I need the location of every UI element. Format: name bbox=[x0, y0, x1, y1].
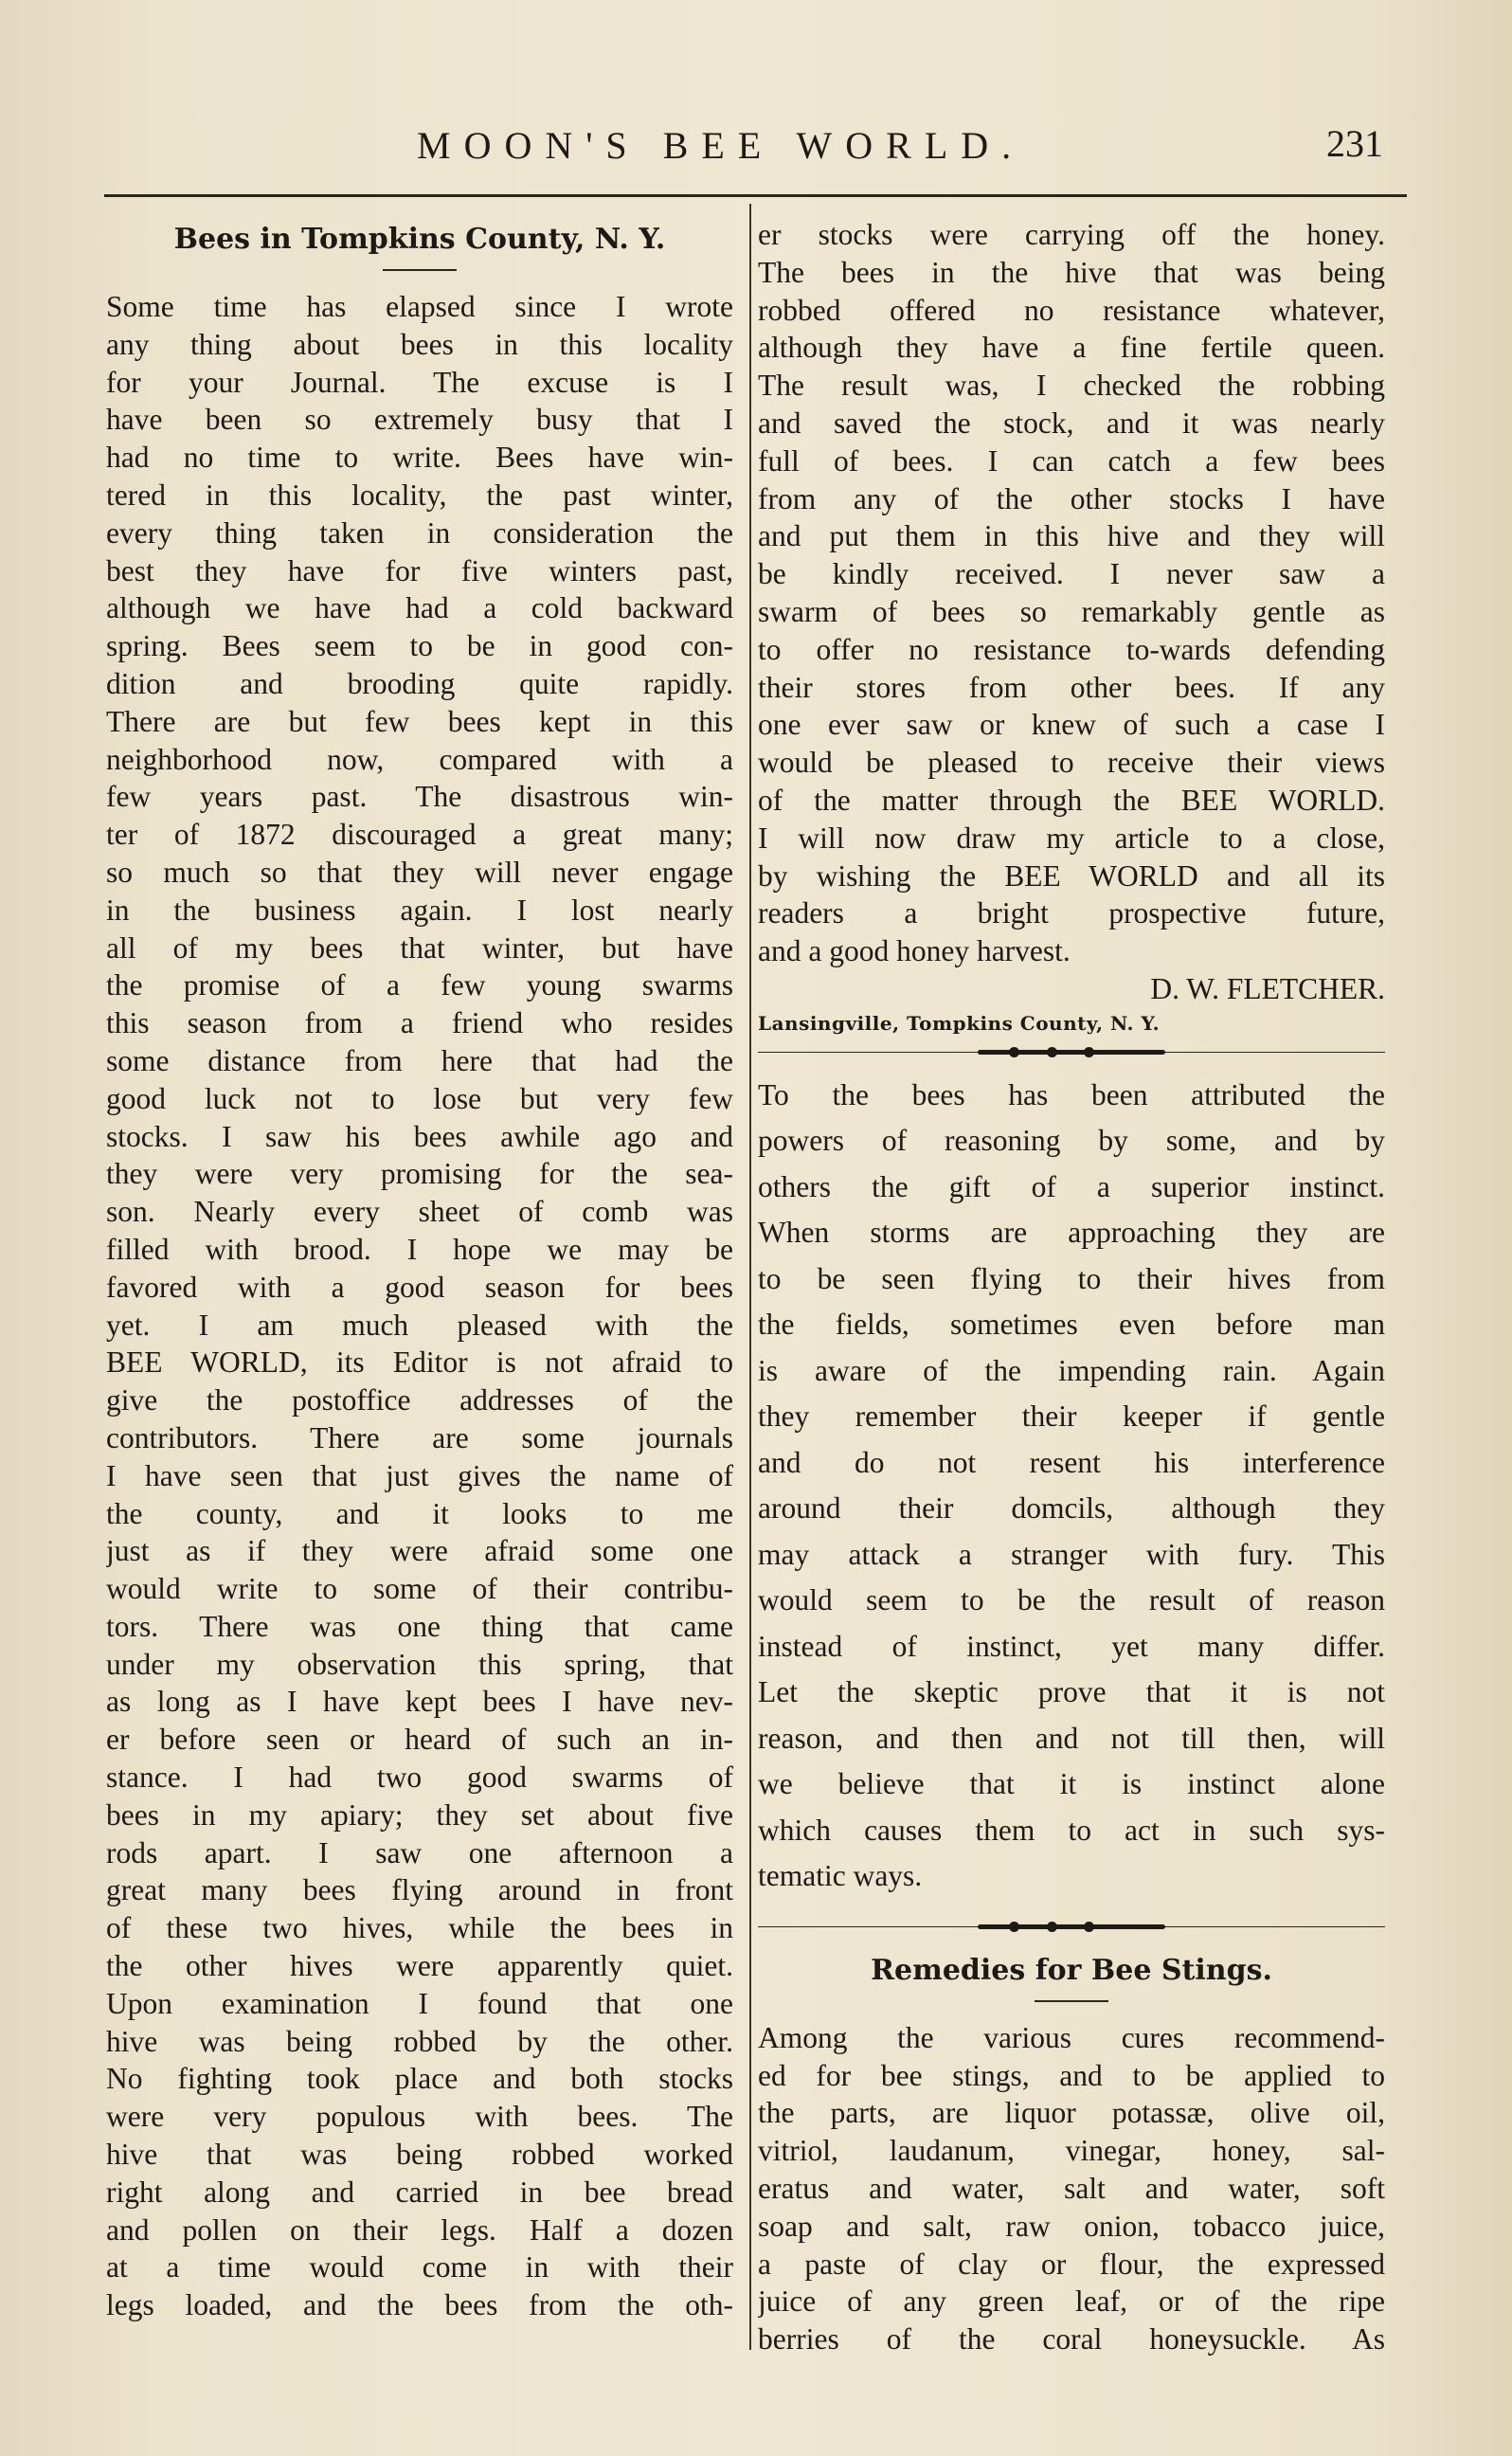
text-line: filled with brood. I hope we may be bbox=[106, 1232, 733, 1266]
text-line: every thing taken in consideration the bbox=[106, 515, 733, 550]
text-line: although they have a fine fertile queen. bbox=[758, 331, 1385, 365]
text-line: eratus and water, salt and water, soft bbox=[758, 2171, 1385, 2205]
text-line: hive was being robbed by the other. bbox=[106, 2024, 733, 2058]
article-body-right bbox=[758, 216, 1385, 970]
right-column bbox=[758, 216, 1385, 2358]
text-line: No fighting took place and both stocks bbox=[106, 2062, 733, 2096]
text-line: stance. I had two good swarms of bbox=[106, 1761, 733, 1795]
text-line: to offer no resistance to-wards defending bbox=[758, 632, 1385, 666]
text-line: and pollen on their legs. Half a dozen bbox=[106, 2212, 733, 2247]
running-head bbox=[0, 114, 1512, 180]
text-line: dition and brooding quite rapidly. bbox=[106, 666, 733, 700]
column-divider bbox=[749, 204, 751, 2350]
left-column bbox=[106, 216, 733, 2324]
text-line: were very populous with bees. The bbox=[106, 2100, 733, 2134]
ornament-divider bbox=[758, 1042, 1385, 1063]
text-line: in the business again. I lost nearly bbox=[106, 893, 733, 927]
text-line: instead of instinct, yet many differ. bbox=[758, 1629, 1385, 1663]
text-line: and put them in this hive and they will bbox=[758, 519, 1385, 553]
text-line: of the matter through the BEE WORLD. bbox=[758, 783, 1385, 817]
text-line: powers of reasoning by some, and by bbox=[758, 1124, 1385, 1158]
text-line: vitriol, laudanum, vinegar, honey, sal- bbox=[758, 2134, 1385, 2168]
text-line: tors. There was one thing that came bbox=[106, 1609, 733, 1643]
article-body-left bbox=[106, 288, 733, 2324]
text-line: er before seen or heard of such an in- bbox=[106, 1723, 733, 1757]
text-line: er stocks were carrying off the honey. bbox=[758, 218, 1385, 251]
text-line: would seem to be the result of reason bbox=[758, 1583, 1385, 1617]
text-line: berries of the coral honeysuckle. As bbox=[758, 2322, 1385, 2357]
text-line: had no time to write. Bees have win- bbox=[106, 441, 733, 475]
text-line: this season from a friend who resides bbox=[106, 1006, 733, 1040]
text-line: the promise of a few young swarms bbox=[106, 968, 733, 1002]
text-line: their stores from other bees. If any bbox=[758, 670, 1385, 704]
text-line: the county, and it looks to me bbox=[106, 1496, 733, 1530]
text-line: contributors. There are some journals bbox=[106, 1420, 733, 1454]
text-line: for your Journal. The excuse is I bbox=[106, 365, 733, 399]
text-line: I will now draw my article to a close, bbox=[758, 821, 1385, 855]
text-line: all of my bees that winter, but have bbox=[106, 930, 733, 965]
text-line: juice of any green leaf, or of the ripe bbox=[758, 2284, 1385, 2319]
heading-rule bbox=[383, 269, 457, 271]
text-line: the parts, are liquor potassæ, olive oil, bbox=[758, 2096, 1385, 2130]
text-line: good luck not to lose but very few bbox=[106, 1081, 733, 1115]
text-line: would be pleased to receive their views bbox=[758, 746, 1385, 780]
text-line: others the gift of a superior instinct. bbox=[758, 1169, 1385, 1203]
text-line: best they have for five winters past, bbox=[106, 553, 733, 587]
text-line: to be seen flying to their hives from bbox=[758, 1261, 1385, 1295]
text-line: the fields, sometimes even before man bbox=[758, 1308, 1385, 1342]
text-line: and do not resent his interference bbox=[758, 1445, 1385, 1479]
text-line: give the postoffice addresses of the bbox=[106, 1383, 733, 1418]
text-line: a paste of clay or flour, the expressed bbox=[758, 2247, 1385, 2281]
text-line: so much so that they will never engage bbox=[106, 855, 733, 889]
article-body-remedies bbox=[758, 2019, 1385, 2358]
text-line: although we have had a cold backward bbox=[106, 591, 733, 625]
text-line: may attack a stranger with fury. This bbox=[758, 1537, 1385, 1571]
text-line: Some time has elapsed since I wrote bbox=[106, 290, 733, 323]
author-location: Lansingville, Tompkins County, N. Y. bbox=[758, 1011, 1161, 1035]
text-line: hive that was being robbed worked bbox=[106, 2138, 733, 2172]
text-line: Upon examination I found that one bbox=[106, 1986, 733, 2020]
text-line: swarm of bees so remarkably gentle as bbox=[758, 594, 1385, 628]
text-line: any thing about bees in this locality bbox=[106, 327, 733, 361]
text-line: ed for bee stings, and to be applied to bbox=[758, 2058, 1385, 2092]
text-line: yet. I am much pleased with the bbox=[106, 1308, 733, 1342]
ornament-divider bbox=[758, 1917, 1385, 1938]
text-line: under my observation this spring, that bbox=[106, 1647, 733, 1681]
text-line: great many bees flying around in front bbox=[106, 1873, 733, 1907]
text-line: soap and salt, raw onion, tobacco juice, bbox=[758, 2209, 1385, 2243]
text-line: son. Nearly every sheet of comb was bbox=[106, 1195, 733, 1229]
text-line: be kindly received. I never saw a bbox=[758, 557, 1385, 591]
text-line: neighborhood now, compared with a bbox=[106, 742, 733, 776]
text-line: reason, and then and not till then, will bbox=[758, 1721, 1385, 1755]
text-line: we believe that it is instinct alone bbox=[758, 1767, 1385, 1801]
text-line: tered in this locality, the past winter, bbox=[106, 478, 733, 512]
text-line: tematic ways. bbox=[758, 1859, 923, 1893]
text-line: at a time would come in with their bbox=[106, 2250, 733, 2284]
text-line: which causes them to act in such sys- bbox=[758, 1813, 1385, 1847]
text-line: and a good honey harvest. bbox=[758, 934, 1071, 968]
text-line: BEE WORLD, its Editor is not afraid to bbox=[106, 1345, 733, 1380]
text-line: one ever saw or knew of such a case I bbox=[758, 708, 1385, 742]
running-title: MOON'S BEE WORLD. bbox=[417, 124, 1025, 167]
text-line: and saved the stock, and it was nearly bbox=[758, 406, 1385, 440]
article-heading-remedies: Remedies for Bee Stings. bbox=[871, 1953, 1272, 1987]
text-line: Let the skeptic prove that it is not bbox=[758, 1675, 1385, 1709]
text-line: from any of the other stocks I have bbox=[758, 481, 1385, 515]
text-line: would write to some of their contribu- bbox=[106, 1572, 733, 1606]
text-line: right along and carried in bee bread bbox=[106, 2175, 733, 2209]
text-line: The result was, I checked the robbing bbox=[758, 369, 1385, 403]
text-line: few years past. The disastrous win- bbox=[106, 780, 733, 814]
author-signature: D. W. FLETCHER. bbox=[1150, 971, 1385, 1005]
text-line: When storms are approaching they are bbox=[758, 1216, 1385, 1250]
text-line: readers a bright prospective future, bbox=[758, 896, 1385, 930]
text-line: There are but few bees kept in this bbox=[106, 704, 733, 738]
text-line: I have seen that just gives the name of bbox=[106, 1458, 733, 1492]
text-line: some distance from here that had the bbox=[106, 1043, 733, 1077]
text-line: ter of 1872 discouraged a great many; bbox=[106, 818, 733, 852]
page-number: 231 bbox=[1326, 122, 1383, 165]
text-line: of these two hives, while the bees in bbox=[106, 1911, 733, 1945]
header-rule bbox=[104, 194, 1407, 197]
text-line: spring. Bees seem to be in good con- bbox=[106, 629, 733, 663]
article-body-instinct bbox=[758, 1073, 1385, 1900]
text-line: around their domcils, although they bbox=[758, 1491, 1385, 1526]
text-line: they remember their keeper if gentle bbox=[758, 1400, 1385, 1434]
text-line: Among the various cures recommend- bbox=[758, 2020, 1385, 2054]
heading-rule bbox=[1035, 2000, 1108, 2002]
article-heading-tompkins: Bees in Tompkins County, N. Y. bbox=[173, 223, 666, 256]
text-line: have been so extremely busy that I bbox=[106, 403, 733, 437]
text-line: favored with a good season for bees bbox=[106, 1270, 733, 1304]
text-line: legs loaded, and the bees from the oth- bbox=[106, 2288, 733, 2322]
text-line: The bees in the hive that was being bbox=[758, 255, 1385, 289]
text-line: stocks. I saw his bees awhile ago and bbox=[106, 1119, 733, 1153]
text-line: rods apart. I saw one afternoon a bbox=[106, 1835, 733, 1869]
text-line: as long as I have kept bees I have nev- bbox=[106, 1685, 733, 1719]
text-line: just as if they were afraid some one bbox=[106, 1534, 733, 1568]
text-line: they were very promising for the sea- bbox=[106, 1157, 733, 1191]
text-line: the other hives were apparently quiet. bbox=[106, 1949, 733, 1983]
text-line: robbed offered no resistance whatever, bbox=[758, 293, 1385, 327]
text-line: To the bees has been attributed the bbox=[758, 1077, 1385, 1111]
text-line: full of bees. I can catch a few bees bbox=[758, 443, 1385, 478]
text-line: by wishing the BEE WORLD and all its bbox=[758, 858, 1385, 893]
text-line: is aware of the impending rain. Again bbox=[758, 1353, 1385, 1387]
text-line: bees in my apiary; they set about five bbox=[106, 1797, 733, 1832]
